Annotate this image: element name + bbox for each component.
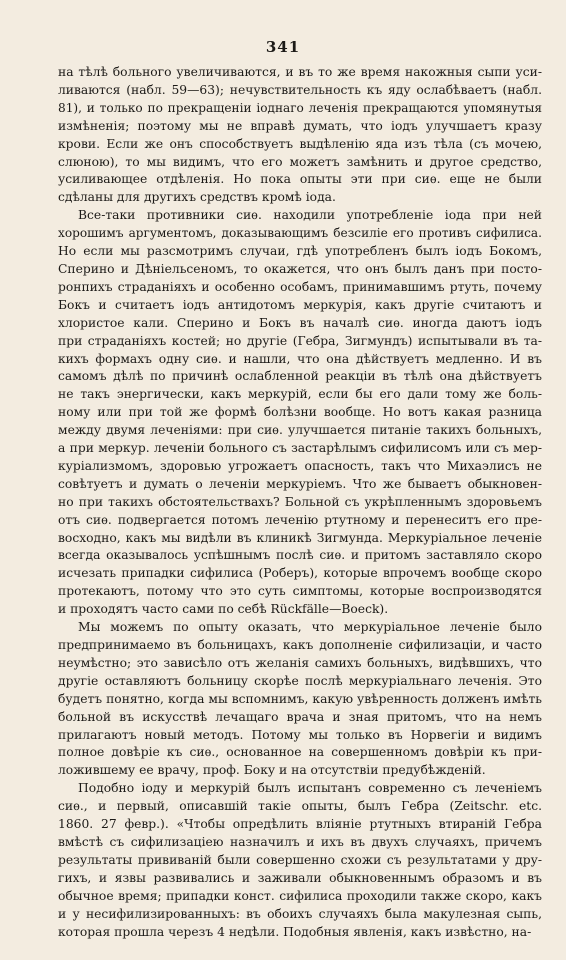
text-line: усиливающее отдѣленія. Но пока опыты эти при сиѳ. еще не были	[58, 172, 542, 187]
text-line: отъ сиѳ. подвергается потомъ леченію ртутному и перенеситъ его пре-	[58, 512, 542, 527]
text-line: исчезать припадки сифилиса (Роберъ), которые впрочемъ вообще скоро	[58, 566, 542, 581]
text-line: слюною), то мы видимъ, что его можетъ замѣнить и другое средство,	[58, 154, 542, 169]
text-line: результаты прививаній были совершенно схожи съ результатами у дру-	[58, 852, 542, 867]
text-line: Но если мы разсмотримъ случаи, гдѣ употребленъ былъ іодъ Бокомъ,	[58, 244, 542, 259]
text-line: 81), и только по прекращеніи іоднаго леченія прекращаются упомянутыя	[58, 100, 542, 115]
text-line: будетъ понятно, когда мы вспомнимъ, какую увѣренность долженъ имѣть	[58, 691, 542, 706]
text-line: полное довѣріе къ сиѳ., основанное на совершенномъ довѣріи къ при-	[58, 745, 542, 760]
text-line: хорошимъ аргументомъ, доказывающимъ безсиліе его противъ сифилиса.	[58, 226, 542, 241]
text-line: вмѣстѣ съ сифилизаціею назначилъ и ихъ въ двухъ случаяхъ, причемъ	[58, 834, 542, 849]
text-line: совѣтуетъ и думать о леченіи меркуріемъ. Что же бываетъ обыкновен-	[58, 476, 542, 491]
text-line: Подобно іоду и меркурій былъ испытанъ современно съ леченіемъ	[78, 781, 542, 796]
text-line: прилагаютъ новый методъ. Потому мы только въ Норвегіи и видимъ	[58, 727, 542, 742]
text-line: сдѣланы для другихъ средствъ кромѣ іода.	[58, 190, 336, 205]
text-line: протекаютъ, потому что это суть симптомы, которые воспроизводятся	[58, 584, 542, 599]
text-line: и проходятъ часто сами по себѣ Rückfälle—Boeck).	[58, 602, 389, 617]
text-line: гихъ, и язвы развивались и заживали обыкновеннымъ образомъ и въ	[58, 870, 542, 885]
text-line: Мы можемъ по опыту оказать, что меркуріальное леченіе было	[78, 620, 542, 635]
text-line: измѣненія; поэтому мы не вправѣ думать, что іодъ улучшаетъ кразу	[58, 118, 542, 133]
text-line: а при меркур. леченіи больного съ застарѣлымъ сифилисомъ или съ мер-	[58, 441, 542, 456]
text-line: 1860. 27 февр.). «Чтобы опредѣлить вліяніе ртутныхъ втираній Гебра	[58, 817, 542, 832]
text-line: ливаются (набл. 59—63); нечувствительность къ яду ослабѣваетъ (набл.	[58, 82, 542, 97]
text-line: всегда оказывалось успѣшнымъ послѣ сиѳ. и притомъ заставляло скоро	[58, 548, 542, 563]
text-line: самомъ дѣлѣ по причинѣ ослабленной реакціи въ тѣлѣ она дѣйствуетъ	[58, 369, 542, 384]
text-line: больной въ искусствѣ лечащаго врача и зная притомъ, что на немъ	[58, 709, 542, 724]
text-line: не такъ энергически, какъ меркурій, если бы его дали тому же боль-	[58, 387, 542, 402]
text-line: и у несифилизированныхъ: въ обоихъ случаяхъ была макулезная сыпь,	[58, 906, 542, 921]
text-line: Все-таки противники сиѳ. находили употребленіе іода при ней	[78, 208, 542, 223]
text-line: Бокъ и считаетъ іодъ антидотомъ меркурія, какъ другіе считаютъ и	[58, 297, 542, 312]
text-line: хлористое кали. Сперино и Бокъ въ началѣ сиѳ. иногда даютъ іодъ	[58, 315, 542, 330]
text-line: между двумя леченіями: при сиѳ. улучшается питаніе такихъ больныхъ,	[58, 423, 542, 438]
text-line: ложившему ее врачу, проф. Боку и на отсутствіи предубѣжденій.	[58, 763, 486, 778]
text-line: ронпихъ страданіяхъ и особенно особамъ, принимавшимъ ртуть, почему	[58, 279, 542, 294]
text-line: предпринимаемо въ больницахъ, какъ дополненіе сифилизаціи, и часто	[58, 638, 542, 652]
text-line: на тѣлѣ больного увеличиваются, и въ то же время накожныя сыпи уси-	[58, 65, 542, 79]
body-text	[58, 64, 542, 941]
page-number: 341	[265, 38, 301, 56]
text-line: сиѳ., и первый, описавшій такіе опыты, былъ Гебра (Zeitschr. etc.	[58, 799, 542, 814]
text-line: но при такихъ обстоятельствахъ? Больной съ укрѣпленнымъ здоровьемъ	[58, 494, 542, 509]
text-line: куріализмомъ, здоровью угрожаетъ опасность, такъ что Михаэлисъ не	[58, 458, 542, 473]
text-line: восходно, какъ мы видѣли въ клиникѣ Зигмунда. Меркуріальное леченіе	[58, 530, 542, 545]
text-line: кихъ формахъ одну сиѳ. и нашли, что она дѣйствуетъ медленно. И въ	[58, 351, 542, 366]
text-line: ному или при той же формѣ болѣзни вообще. Но вотъ какая разница	[58, 405, 542, 420]
text-line: неумѣстно; это зависѣло отъ желанія самихъ больныхъ, видѣвшихъ, что	[58, 655, 542, 670]
text-line: при страданіяхъ костей; но другіе (Гебра, Зигмундъ) испытывали въ та-	[58, 333, 542, 348]
text-line: которая прошла черезъ 4 недѣли. Подобныя явленія, какъ извѣстно, на-	[58, 924, 532, 939]
text-line: Сперино и Дѣніельсеномъ, то окажется, что онъ былъ данъ при посто-	[58, 261, 542, 276]
text-line: обычное время; припадки конст. сифилиса проходили также скоро, какъ	[58, 888, 542, 903]
text-line: крови. Если же онъ способствуетъ выдѣленію яда изъ тѣла (съ мочею,	[58, 136, 542, 151]
text-line: другіе оставляютъ больницу скорѣе послѣ меркуріальнаго леченія. Это	[58, 673, 542, 688]
